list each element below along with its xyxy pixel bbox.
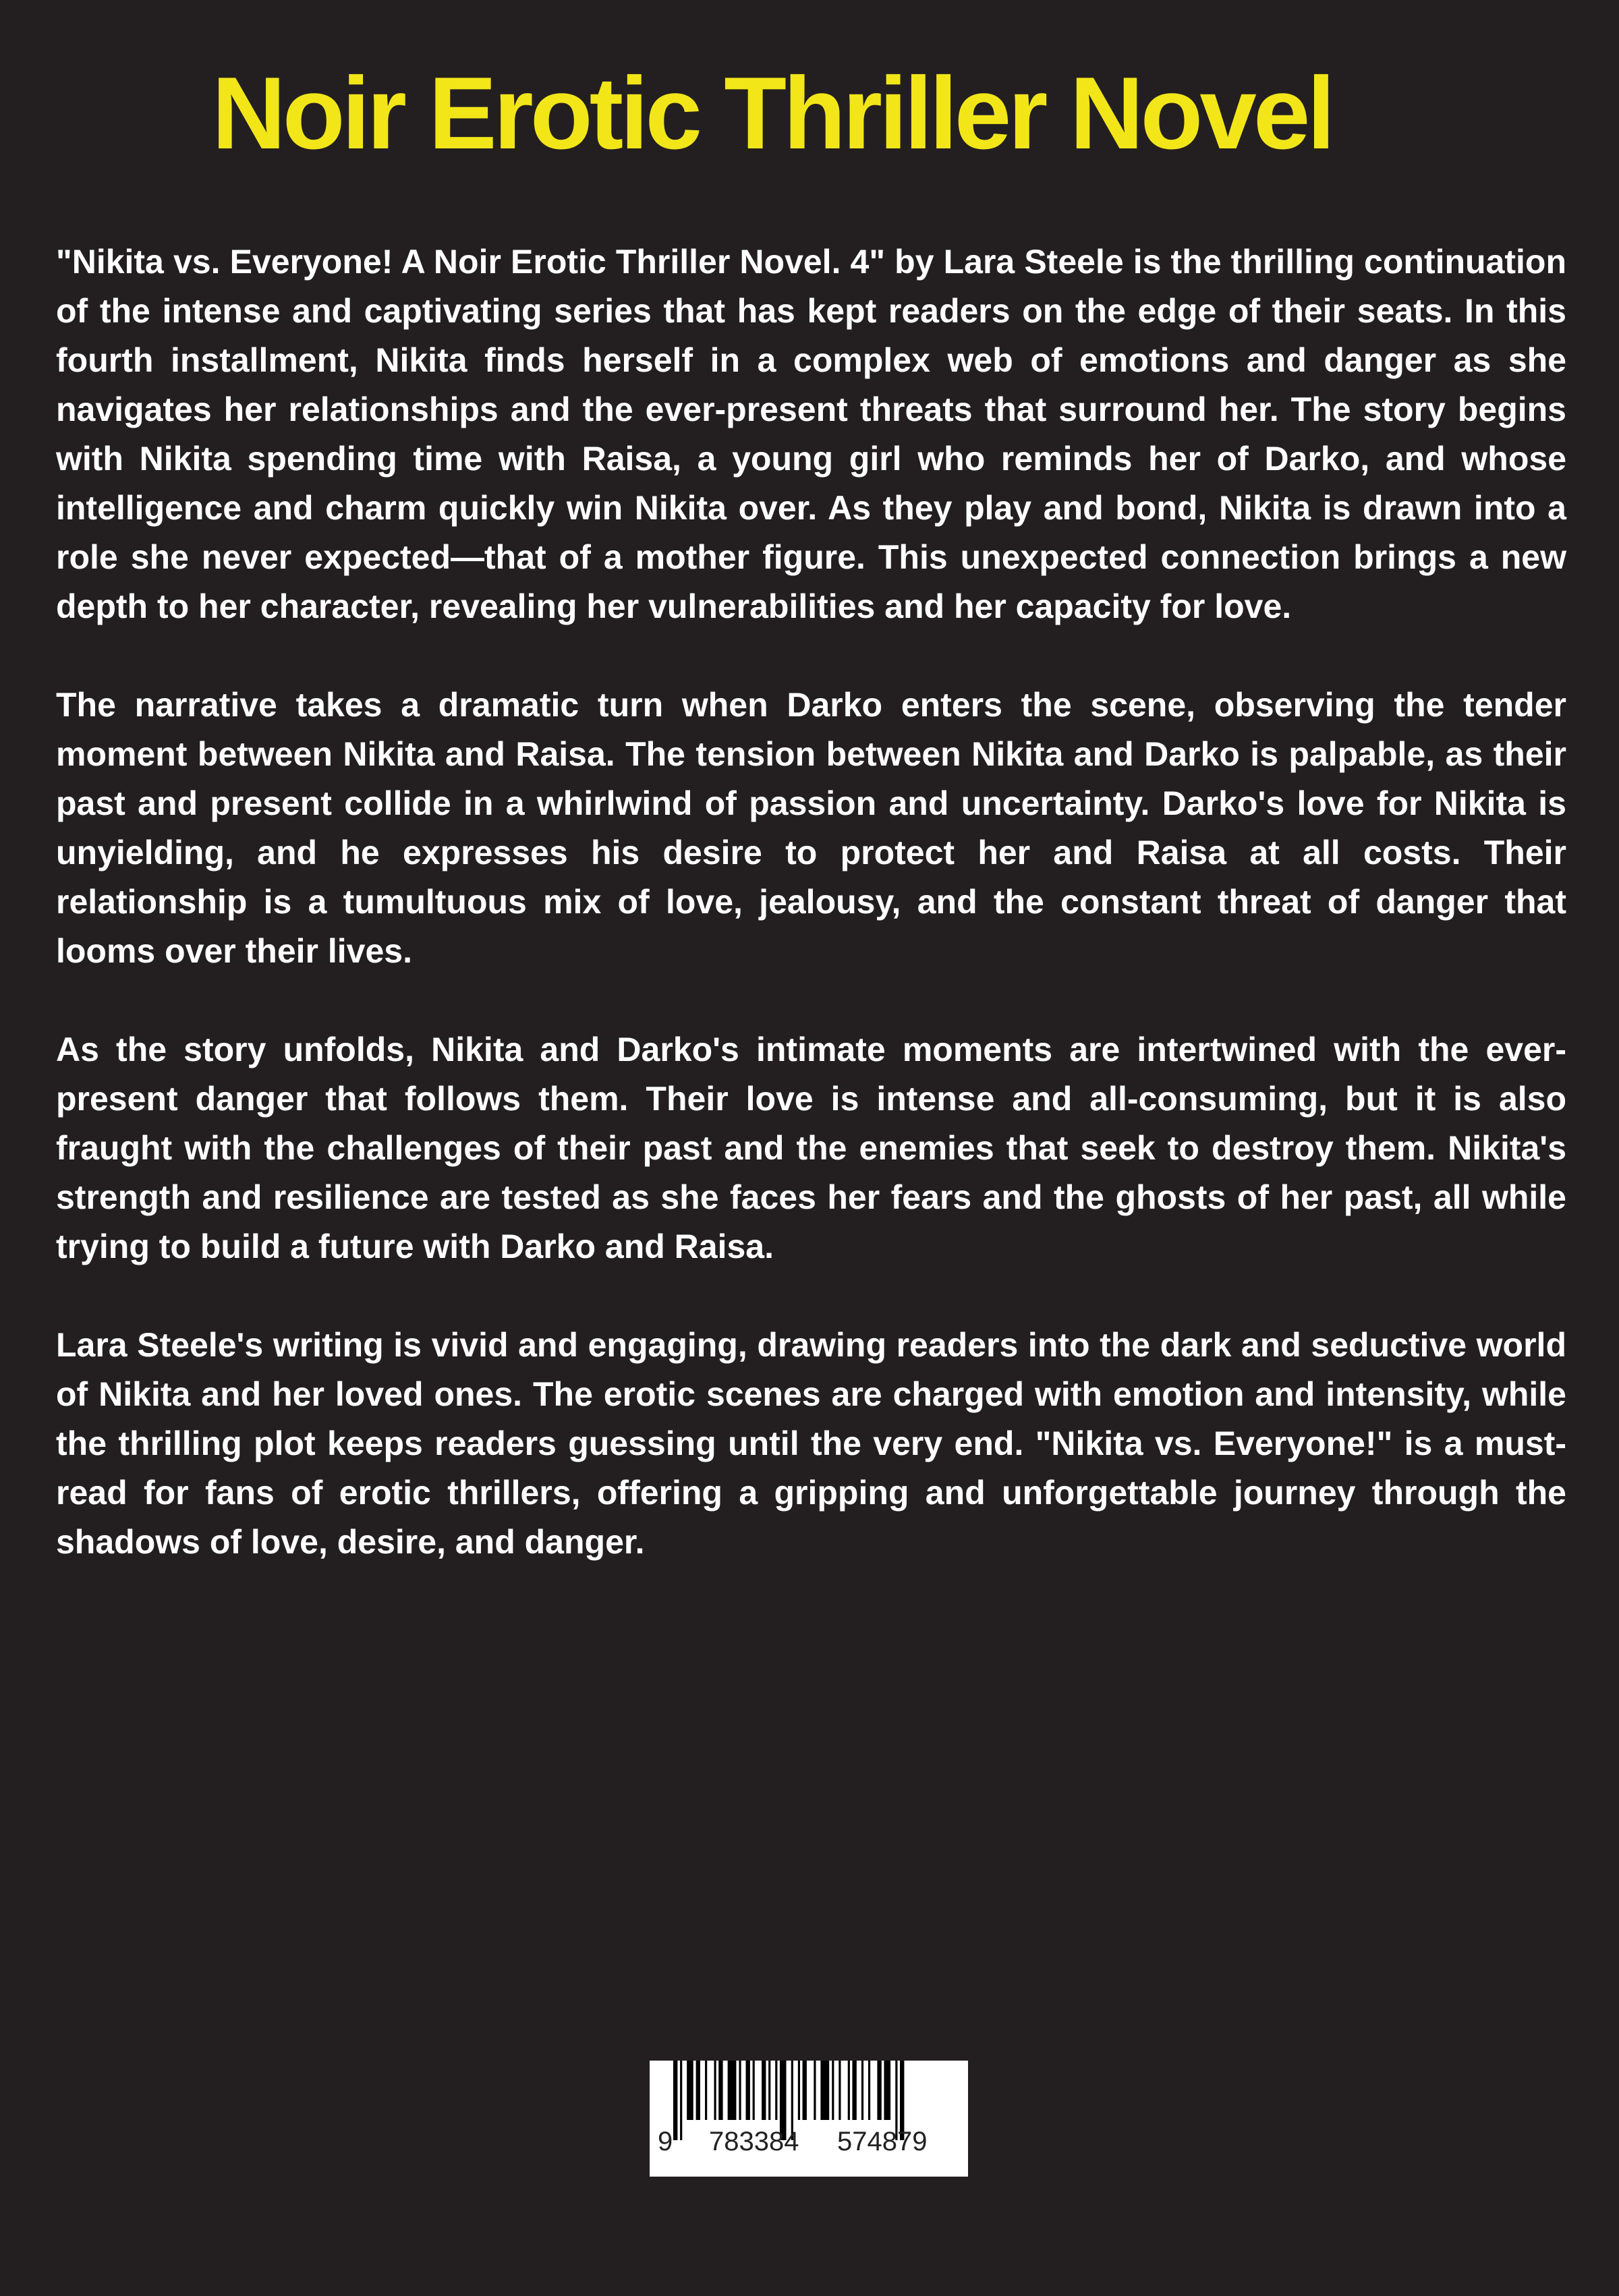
barcode-bar [814, 2061, 816, 2120]
isbn-barcode [650, 2061, 968, 2177]
barcode-bar [762, 2061, 766, 2120]
barcode-bar [714, 2061, 716, 2120]
blurb-paragraph: Lara Steele's writing is vivid and engaging, drawing readers into the dark and seductive world of Nikita and her loved ones. The erotic scenes are charged with emotion and intensity, while the thrilling plot keeps readers guessing until the very end. "Nikita vs. Everyone!" is a must-read for fans of erotic thrillers, offering a gripping and unforgettable journey through the shadows of love, desire, and danger. [56, 1326, 1566, 1561]
blurb [56, 237, 1566, 1616]
barcode-group-left: 783384 [709, 2127, 799, 2156]
barcode-bar [705, 2061, 707, 2120]
barcode-bar [728, 2061, 737, 2120]
barcode-bar [803, 2061, 807, 2120]
barcode-bar [832, 2061, 834, 2120]
barcode-bar [839, 2061, 841, 2120]
barcode-bar [768, 2061, 770, 2120]
barcode-group-right: 574879 [837, 2127, 928, 2156]
blurb-paragraph: The narrative takes a dramatic turn when Darko enters the scene, observing the tender moment between Nikita and Raisa. The tension between Nikita and Darko is palpable, as their past and present collide in a whirlwind of passion and uncertainty. Darko's love for Nikita is unyielding, and he expresses his desire to protect her and Raisa at all costs. Their relationship is a tumultuous mix of love, jealousy, and the constant threat of danger that looms over their lives. [56, 686, 1566, 970]
barcode-bar [798, 2061, 800, 2120]
barcode-bar [775, 2061, 777, 2120]
barcode-bar [861, 2061, 863, 2120]
barcode-bar [696, 2061, 700, 2120]
blurb-paragraph: As the story unfolds, Nikita and Darko's intimate moments are intertwined with the ever-present danger that follows them. Their love is intense and all-consuming, but it is also fraught with the challenges of their past and the enemies that seek to destroy them. Nikita's strength and resilience are tested as she faces her fears and the ghosts of her past, all while trying to build a future with Darko and Raisa. [56, 1031, 1566, 1265]
barcode-bar [680, 2061, 682, 2140]
barcode-bar [746, 2061, 750, 2120]
barcode-bar [877, 2061, 881, 2120]
barcode-bar [718, 2061, 722, 2120]
barcode-bar [739, 2061, 741, 2120]
barcode-bar [687, 2061, 693, 2120]
barcode-bar [884, 2061, 890, 2120]
barcode-bar [848, 2061, 850, 2120]
cover-title: Noir Erotic Thriller Novel [212, 56, 1332, 171]
barcode-bar [852, 2061, 856, 2120]
barcode-bar [820, 2061, 829, 2120]
barcode-bar [753, 2061, 755, 2120]
barcode-bar [868, 2061, 870, 2120]
blurb-paragraph: "Nikita vs. Everyone! A Noir Erotic Thriller Novel. 4" by Lara Steele is the thrilling continuation of the intense and captivating series that has kept readers on the edge of their seats. In this fourth installment, Nikita finds herself in a complex web of emotions and danger as she navigates her relationships and the ever-present threats that surround her. The story begins with Nikita spending time with Raisa, a young girl who reminds her of Darko, and whose intelligence and charm quickly win Nikita over. As they play and bond, Nikita is drawn into a role she never expected—that of a mother figure. This unexpected connection brings a new depth to her character, revealing her vulnerabilities and her capacity for love. [56, 243, 1566, 625]
barcode-bar [673, 2061, 677, 2140]
barcode-digit-first: 9 [658, 2127, 673, 2156]
